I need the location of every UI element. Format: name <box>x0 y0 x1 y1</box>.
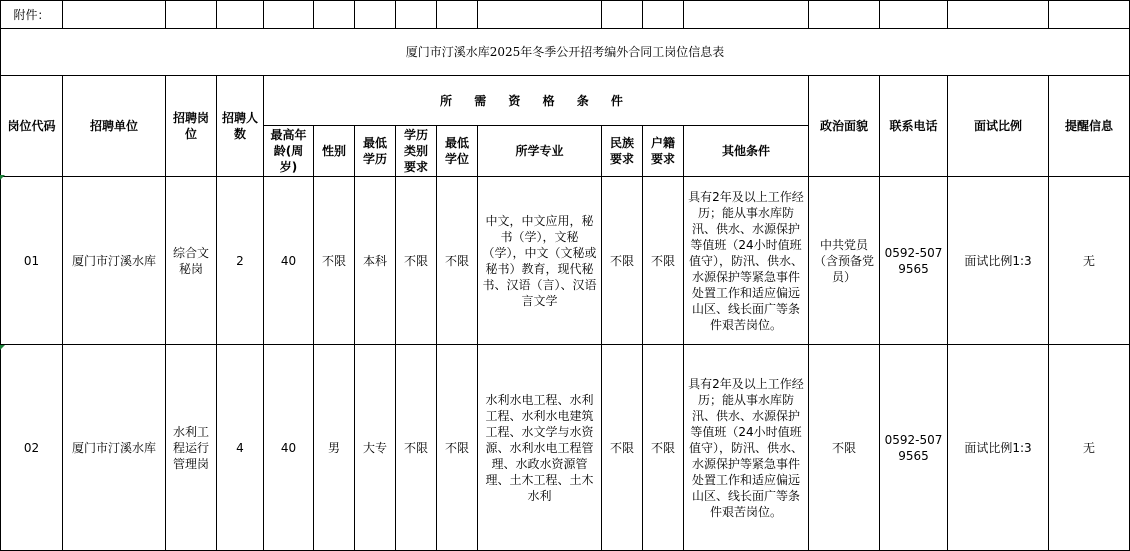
header-reminder[interactable]: 提醒信息 <box>1049 76 1130 177</box>
cell-phone[interactable]: 0592-5079565 <box>880 345 948 551</box>
header-unit[interactable]: 招聘单位 <box>63 76 166 177</box>
cell-error-indicator-icon <box>0 345 5 350</box>
empty-cell[interactable] <box>355 1 396 29</box>
empty-cell[interactable] <box>396 1 437 29</box>
empty-cell[interactable] <box>948 1 1049 29</box>
cell-ethnic[interactable]: 不限 <box>602 345 643 551</box>
cell-phone[interactable]: 0592-5079565 <box>880 177 948 345</box>
cell-degree[interactable]: 不限 <box>437 345 478 551</box>
attachment-note-text: 附件： <box>13 7 50 22</box>
cell-post[interactable]: 综合文秘岗 <box>166 177 217 345</box>
header-phone[interactable]: 联系电话 <box>880 76 948 177</box>
cell-count[interactable]: 4 <box>217 345 264 551</box>
cell-code[interactable]: 02 <box>1 345 63 551</box>
cell-age[interactable]: 40 <box>264 177 314 345</box>
cell-edu-type[interactable]: 不限 <box>396 177 437 345</box>
empty-cell[interactable] <box>478 1 602 29</box>
header-ratio[interactable]: 面试比例 <box>948 76 1049 177</box>
attachment-note[interactable] <box>1 1 63 29</box>
cell-ratio[interactable]: 面试比例1:3 <box>948 177 1049 345</box>
cell-edu-type[interactable]: 不限 <box>396 345 437 551</box>
empty-cell[interactable] <box>166 1 217 29</box>
header-code[interactable]: 岗位代码 <box>1 76 63 177</box>
empty-cell[interactable] <box>684 1 809 29</box>
table-row <box>1 177 1130 345</box>
cell-degree[interactable]: 不限 <box>437 177 478 345</box>
header-gender[interactable]: 性别 <box>314 126 355 177</box>
cell-ratio[interactable]: 面试比例1:3 <box>948 345 1049 551</box>
header-post[interactable]: 招聘岗位 <box>166 76 217 177</box>
cell-hukou[interactable]: 不限 <box>643 345 684 551</box>
empty-cell[interactable] <box>809 1 880 29</box>
cell-age[interactable]: 40 <box>264 345 314 551</box>
empty-cell[interactable] <box>217 1 264 29</box>
cell-other[interactable]: 具有2年及以上工作经历；能从事水库防汛、供水、水源保护等值班（24小时值班值守），防汛、供水、水源保护等紧急事件处置工作和适应偏远山区、线长面广等条件艰苦岗位。 <box>684 345 809 551</box>
cell-other[interactable]: 具有2年及以上工作经历；能从事水库防汛、供水、水源保护等值班（24小时值班值守），防汛、供水、水源保护等紧急事件处置工作和适应偏远山区、线长面广等条件艰苦岗位。 <box>684 177 809 345</box>
cell-politics[interactable]: 不限 <box>809 345 880 551</box>
empty-cell[interactable] <box>1049 1 1130 29</box>
cell-reminder[interactable]: 无 <box>1049 345 1130 551</box>
cell-code[interactable]: 01 <box>1 177 63 345</box>
cell-post[interactable]: 水利工程运行管理岗 <box>166 345 217 551</box>
empty-cell[interactable] <box>314 1 355 29</box>
header-politics[interactable]: 政治面貌 <box>809 76 880 177</box>
cell-unit[interactable]: 厦门市汀溪水库 <box>63 177 166 345</box>
header-age[interactable]: 最高年龄(周岁) <box>264 126 314 177</box>
cell-gender[interactable]: 不限 <box>314 177 355 345</box>
empty-cell[interactable] <box>643 1 684 29</box>
header-edu[interactable]: 最低学历 <box>355 126 396 177</box>
table-title[interactable]: 厦门市汀溪水库2025年冬季公开招考编外合同工岗位信息表 <box>1 29 1130 76</box>
cell-edu[interactable]: 本科 <box>355 177 396 345</box>
cell-hukou[interactable]: 不限 <box>643 177 684 345</box>
header-qualifications[interactable]: 所 需 资 格 条 件 <box>264 76 809 126</box>
header-major[interactable]: 所学专业 <box>478 126 602 177</box>
empty-cell[interactable] <box>602 1 643 29</box>
header-ethnic[interactable]: 民族要求 <box>602 126 643 177</box>
cell-count[interactable]: 2 <box>217 177 264 345</box>
cell-error-indicator-icon <box>0 175 5 180</box>
empty-cell[interactable] <box>63 1 166 29</box>
empty-cell[interactable] <box>437 1 478 29</box>
table-row <box>1 345 1130 551</box>
header-count[interactable]: 招聘人数 <box>217 76 264 177</box>
cell-ethnic[interactable]: 不限 <box>602 177 643 345</box>
cell-major[interactable]: 中文，中文应用，秘书（学），文秘（学），中文（文秘或秘书）教育，现代秘书、汉语（言）、汉语言文学 <box>478 177 602 345</box>
cell-reminder[interactable]: 无 <box>1049 177 1130 345</box>
empty-cell[interactable] <box>264 1 314 29</box>
header-other[interactable]: 其他条件 <box>684 126 809 177</box>
cell-politics[interactable]: 中共党员（含预备党员） <box>809 177 880 345</box>
header-hukou[interactable]: 户籍要求 <box>643 126 684 177</box>
header-degree[interactable]: 最低学位 <box>437 126 478 177</box>
cell-major[interactable]: 水利水电工程、水利工程、水利水电建筑工程、水文学与水资源、水利水电工程管理、水政水资源管理、土木工程、土木水利 <box>478 345 602 551</box>
empty-cell[interactable] <box>880 1 948 29</box>
cell-edu[interactable]: 大专 <box>355 345 396 551</box>
header-edu-type[interactable]: 学历类别要求 <box>396 126 437 177</box>
cell-unit[interactable]: 厦门市汀溪水库 <box>63 345 166 551</box>
cell-gender[interactable]: 男 <box>314 345 355 551</box>
